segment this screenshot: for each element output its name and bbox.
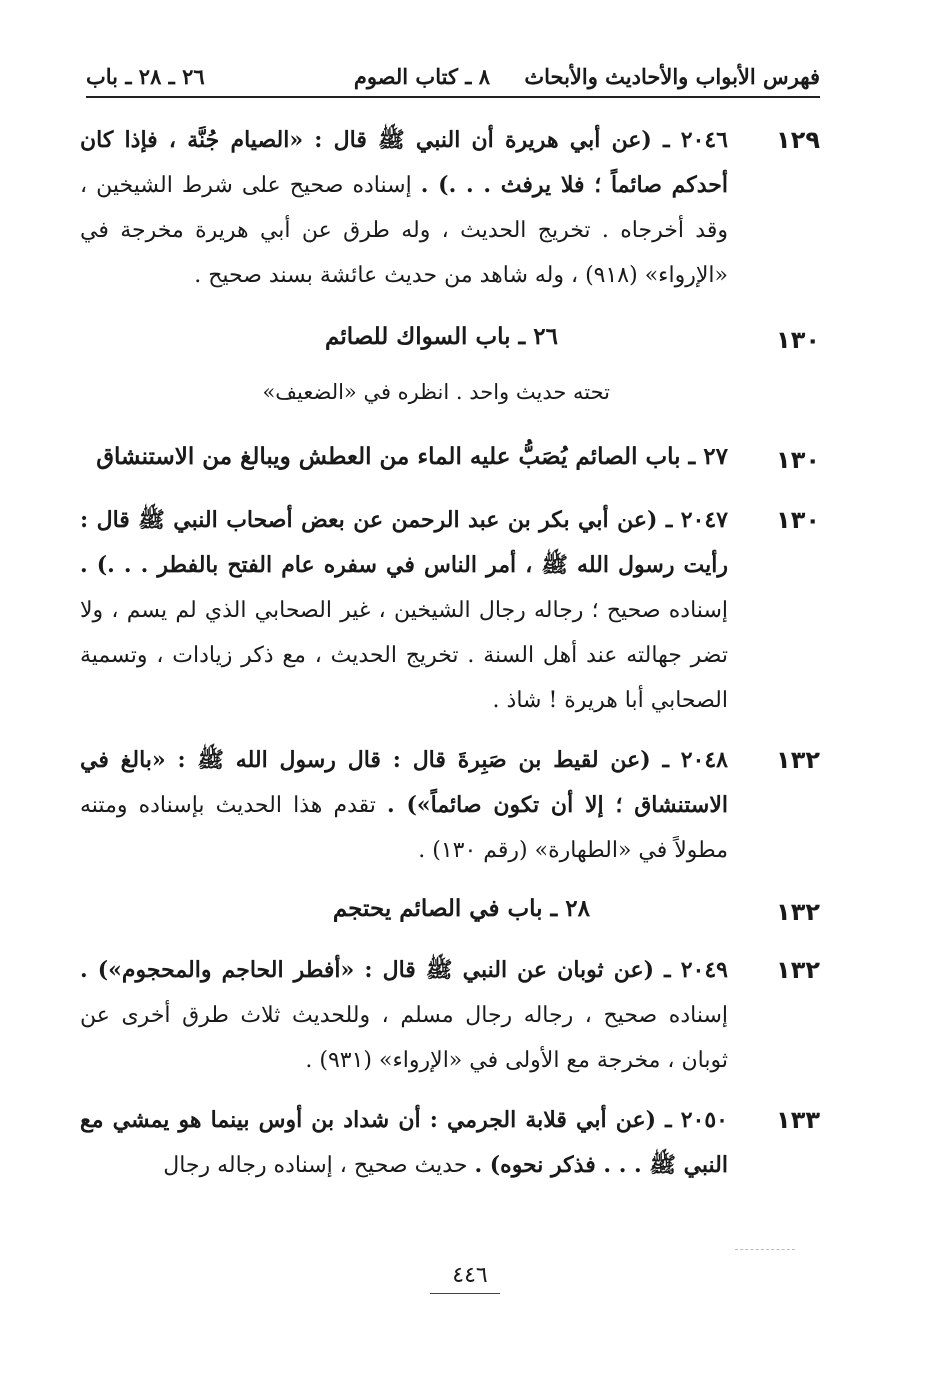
- header-book-title: ٨ ـ كتاب الصوم: [353, 64, 490, 89]
- page-reference: ١٣٠: [776, 506, 820, 534]
- hadith-commentary: إسناده صحيح ؛ رجاله رجال الشيخين ، غير الصحابي الذي لم يسم ، ولا تضر جهالته عند أهل السنة . تخريج الحديث ، مع ذكر زيادات ، وتسمية الصحابي أبا هريرة ! شاذ .: [80, 598, 728, 713]
- section-27: [80, 438, 820, 483]
- page-reference: ١٣٢: [776, 746, 820, 774]
- hadith-text: [80, 738, 728, 873]
- hadith-lead: ٢٠٤٧ ـ (عن أبي بكر بن عبد الرحمن عن بعض أصحاب النبي ﷺ قال : رأيت رسول الله ﷺ ، أمر الناس في سفره عام الفتح بالفطر . . .) .: [80, 507, 728, 578]
- hadith-text: [80, 498, 728, 723]
- hadith-commentary: إسناده صحيح على شرط الشيخين ، وقد أخرجاه . تخريج الحديث ، وله طرق عن أبي هريرة مخرجة في «الإرواء» (٩١٨) ، وله شاهد من حديث عائشة بسند صحيح .: [80, 173, 728, 288]
- page-number: ٤٤٦: [452, 1263, 488, 1288]
- section-title: ٢٦ ـ باب السواك للصائم: [325, 323, 558, 350]
- section-title: ٢٨ ـ باب في الصائم يحتجم: [332, 895, 590, 922]
- hadith-lead: ٢٠٤٨ ـ (عن لقيط بن صَبِرةَ قال : قال رسول الله ﷺ : «بالغ في الاستنشاق ؛ إلا أن تكون صائماً») .: [80, 747, 729, 818]
- hadith-commentary: إسناده صحيح ، رجاله رجال مسلم ، وللحديث ثلاث طرق أخرى عن ثوبان ، مخرجة مع الأولى في «الإرواء» (٩٣١) .: [80, 1003, 728, 1073]
- hadith-text: [80, 118, 728, 298]
- section-28: [80, 890, 820, 935]
- hadith-entry-2046: [80, 118, 820, 298]
- page-reference: ١٣٣: [776, 1106, 820, 1134]
- hadith-entry-2047: [80, 498, 820, 728]
- section-note: تحته حديث واحد . انظره في «الضعيف»: [262, 380, 610, 404]
- hadith-commentary: تقدم هذا الحديث بإسناده ومتنه مطولاً في «الطهارة» (رقم ١٣٠) .: [80, 793, 728, 863]
- running-header: [86, 58, 820, 98]
- hadith-text: [80, 948, 728, 1083]
- footer-rule: [430, 1293, 500, 1294]
- scan-mark: [735, 1249, 795, 1250]
- hadith-lead: ٢٠٥٠ ـ (عن أبي قلابة الجرمي : أن شداد بن أوس بينما هو يمشي مع النبي ﷺ . . . فذكر نحوه) .: [80, 1107, 728, 1178]
- hadith-text: [80, 1098, 728, 1188]
- header-rule: [86, 96, 820, 98]
- hadith-lead: ٢٠٤٩ ـ (عن ثوبان عن النبي ﷺ قال : «أفطر الحاجم والمحجوم») .: [80, 957, 728, 983]
- page-reference: ١٣٠: [776, 326, 820, 354]
- section-26: [80, 318, 820, 363]
- hadith-lead: ٢٠٤٦ ـ (عن أبي هريرة أن النبي ﷺ قال : «الصيام جُنَّة ، فإذا كان أحدكم صائماً ؛ فلا يرفث . . .) .: [80, 127, 729, 198]
- hadith-entry-2049: [80, 948, 820, 1088]
- header-chapter-range: ٢٦ ـ ٢٨ ـ باب: [86, 64, 205, 89]
- page-reference: ١٢٩: [776, 126, 820, 154]
- hadith-commentary: حديث صحيح ، إسناده رجاله رجال: [163, 1153, 475, 1178]
- page-reference: ١٣٢: [776, 956, 820, 984]
- hadith-entry-2048: [80, 738, 820, 878]
- page-reference: ١٣٢: [776, 898, 820, 926]
- header-index-title: فهرس الأبواب والأحاديث والأبحاث: [524, 64, 820, 89]
- section-title: ٢٧ ـ باب الصائم يُصَبُّ عليه الماء من العطش ويبالغ من الاستنشاق: [96, 443, 728, 470]
- page-reference: ١٣٠: [776, 446, 820, 474]
- hadith-entry-2050: [80, 1098, 820, 1198]
